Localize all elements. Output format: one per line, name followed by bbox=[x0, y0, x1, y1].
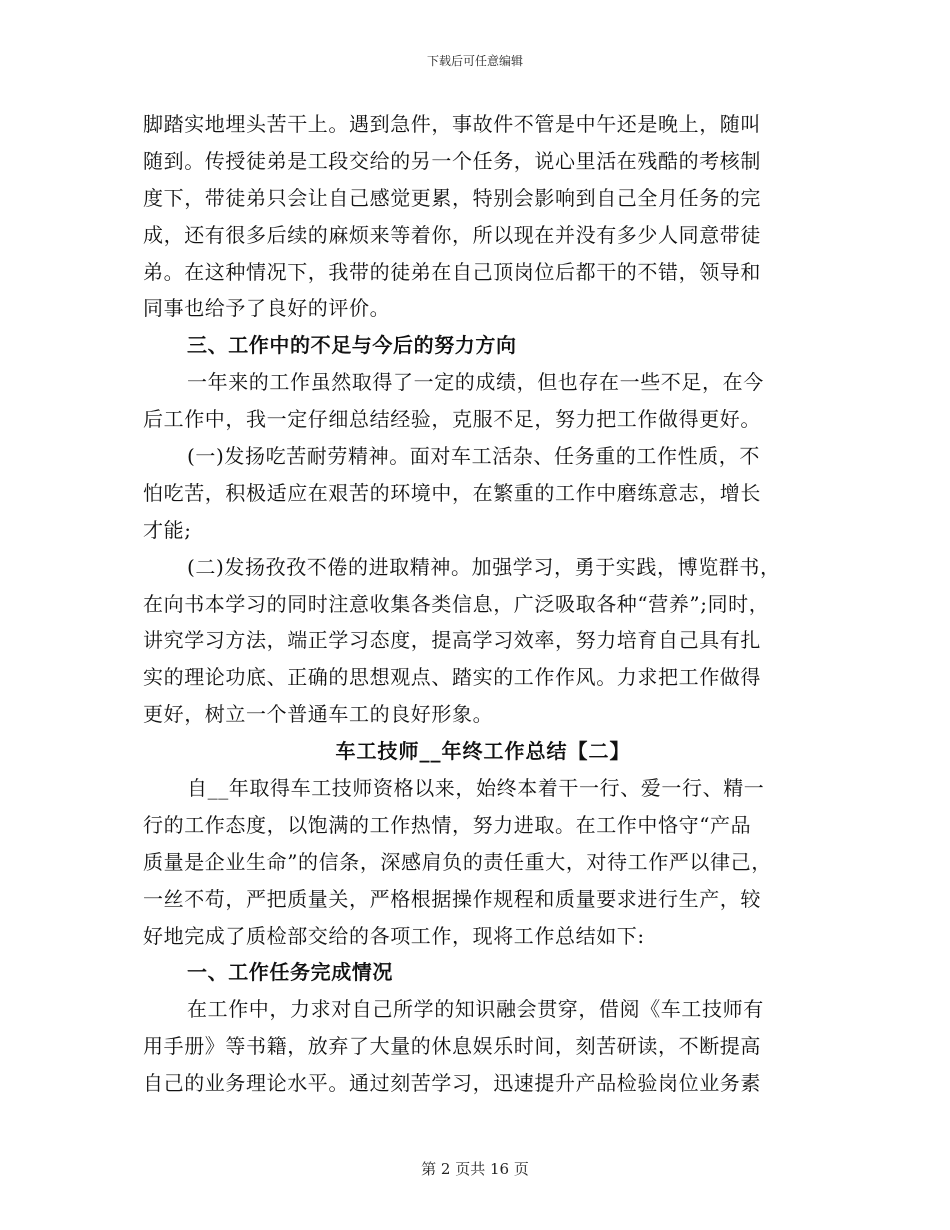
paragraph-line: 好地完成了质检部交给的各项工作，现将工作总结如下: bbox=[143, 923, 645, 948]
paragraph-line: 才能; bbox=[143, 517, 192, 542]
section-heading: 三、工作中的不足与今后的努力方向 bbox=[187, 333, 517, 358]
paragraph-line: 行的工作态度，以饱满的工作热情，努力进取。在工作中恪守“产品 bbox=[143, 812, 752, 837]
paragraph-line: 自己的业务理论水平。通过刻苦学习，迅速提升产品检验岗位业务素 bbox=[143, 1071, 761, 1096]
paragraph-line: 成，还有很多后续的麻烦来等着你，所以现在并没有多少人同意带徒 bbox=[143, 222, 761, 247]
paragraph-line: 度下，带徒弟只会让自己感觉更累，特别会影响到自己全月任务的完 bbox=[143, 185, 761, 210]
paragraph-line: 一丝不苟，严把质量关，严格根据操作规程和质量要求进行生产，较 bbox=[143, 886, 761, 911]
paragraph-line: 随到。传授徒弟是工段交给的另一个任务，说心里活在残酷的考核制 bbox=[143, 148, 761, 173]
paragraph-line: 同事也给予了良好的评价。 bbox=[143, 296, 391, 321]
paragraph-line: 用手册》等书籍，放弃了大量的休息娱乐时间，刻苦研读，不断提高 bbox=[143, 1034, 761, 1059]
paragraph-line: 一年来的工作虽然取得了一定的成绩，但也存在一些不足，在今 bbox=[187, 370, 764, 395]
paragraph-line: (一)发扬吃苦耐劳精神。面对车工活杂、任务重的工作性质，不 bbox=[187, 444, 761, 469]
document-title: 车工技师__年终工作总结【二】 bbox=[335, 739, 631, 764]
paragraph-line: 在向书本学习的同时注意收集各类信息，广泛吸取各种“营养”;同时， bbox=[143, 591, 770, 616]
paragraph-line: 弟。在这种情况下，我带的徒弟在自己顶岗位后都干的不错，领导和 bbox=[143, 259, 761, 284]
paragraph-line: 脚踏实地埋头苦干上。遇到急件，事故件不管是中午还是晚上，随叫 bbox=[143, 112, 761, 136]
paragraph-line: 自__年取得车工技师资格以来，始终本着干一行、爱一行、精一 bbox=[187, 776, 765, 801]
page-footer: 第 2 页共 16 页 bbox=[421, 1160, 529, 1178]
paragraph-line: 实的理论功底、正确的思想观点、踏实的工作作风。力求把工作做得 bbox=[143, 665, 761, 690]
paragraph-line: 在工作中，力求对自己所学的知识融会贯穿，借阅《车工技师有 bbox=[187, 997, 764, 1022]
paragraph-line: 后工作中，我一定仔细总结经验，克服不足，努力把工作做得更好。 bbox=[143, 407, 761, 432]
paragraph-line: (二)发扬孜孜不倦的进取精神。加强学习，勇于实践，博览群书， bbox=[187, 554, 781, 579]
document-body bbox=[143, 106, 823, 1102]
section-heading: 一、工作任务完成情况 bbox=[187, 960, 393, 985]
paragraph-line: 更好，树立一个普通车工的良好形象。 bbox=[143, 702, 494, 727]
paragraph-line: 讲究学习方法，端正学习态度，提高学习效率，努力培育自己具有扎 bbox=[143, 628, 761, 653]
paragraph-line: 怕吃苦，积极适应在艰苦的环境中，在繁重的工作中磨练意志，增长 bbox=[143, 480, 761, 505]
page-header: 下载后可任意编辑 bbox=[426, 54, 523, 68]
paragraph-line: 质量是企业生命”的信条，深感肩负的责任重大，对待工作严以律己， bbox=[143, 849, 772, 874]
